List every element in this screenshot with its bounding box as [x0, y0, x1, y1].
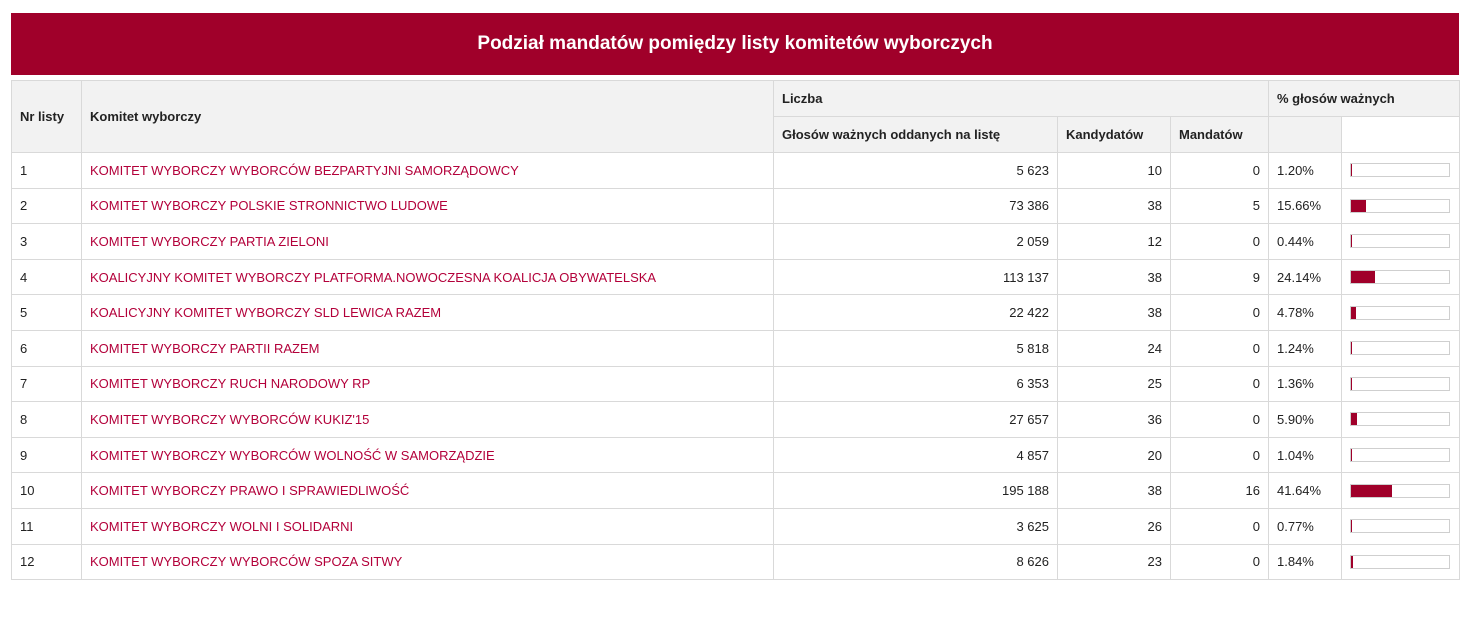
table-row: [12, 224, 1460, 260]
table-row: [12, 366, 1460, 402]
results-rows: [12, 153, 1460, 580]
committee-link[interactable]: KOMITET WYBORCZY POLSKIE STRONNICTWO LUDOWE: [82, 188, 774, 224]
votes-count: 8 626: [774, 544, 1058, 580]
list-number: 9: [12, 437, 82, 473]
percent-value: 4.78%: [1269, 295, 1342, 331]
percent-bar: [1350, 448, 1450, 462]
table-row: [12, 259, 1460, 295]
committee-link[interactable]: KOMITET WYBORCZY RUCH NARODOWY RP: [82, 366, 774, 402]
list-number: 6: [12, 330, 82, 366]
table-row: [12, 188, 1460, 224]
percent-bar: [1350, 484, 1450, 498]
list-number: 10: [12, 473, 82, 509]
mandates-count: 0: [1171, 153, 1269, 189]
percent-value: 24.14%: [1269, 259, 1342, 295]
candidates-count: 25: [1058, 366, 1171, 402]
votes-count: 2 059: [774, 224, 1058, 260]
votes-count: 3 625: [774, 508, 1058, 544]
percent-bar: [1350, 377, 1450, 391]
percent-bar-cell: [1342, 295, 1460, 331]
header-percent: % głosów ważnych: [1269, 81, 1460, 117]
header-count-group: Liczba: [774, 81, 1269, 117]
percent-bar-cell: [1342, 402, 1460, 438]
votes-count: 4 857: [774, 437, 1058, 473]
percent-bar: [1350, 199, 1450, 213]
percent-bar-fill: [1351, 307, 1356, 319]
votes-count: 6 353: [774, 366, 1058, 402]
percent-value: 1.20%: [1269, 153, 1342, 189]
votes-count: 5 623: [774, 153, 1058, 189]
table-row: [12, 473, 1460, 509]
percent-bar: [1350, 341, 1450, 355]
percent-value: 1.04%: [1269, 437, 1342, 473]
committee-link[interactable]: KOMITET WYBORCZY WYBORCÓW KUKIZ'15: [82, 402, 774, 438]
mandates-count: 0: [1171, 544, 1269, 580]
committee-link[interactable]: KOMITET WYBORCZY WYBORCÓW WOLNOŚĆ W SAMORZĄDZIE: [82, 437, 774, 473]
percent-bar-cell: [1342, 153, 1460, 189]
percent-bar-cell: [1342, 330, 1460, 366]
header-percent-bar-blank: [1342, 117, 1460, 153]
committee-link[interactable]: KOALICYJNY KOMITET WYBORCZY PLATFORMA.NOWOCZESNA KOALICJA OBYWATELSKA: [82, 259, 774, 295]
candidates-count: 38: [1058, 473, 1171, 509]
percent-bar-cell: [1342, 473, 1460, 509]
candidates-count: 20: [1058, 437, 1171, 473]
percent-value: 0.44%: [1269, 224, 1342, 260]
percent-bar-fill: [1351, 485, 1392, 497]
list-number: 4: [12, 259, 82, 295]
candidates-count: 10: [1058, 153, 1171, 189]
percent-bar-cell: [1342, 224, 1460, 260]
candidates-count: 38: [1058, 295, 1171, 331]
percent-bar-fill: [1351, 413, 1357, 425]
mandates-count: 9: [1171, 259, 1269, 295]
percent-bar: [1350, 270, 1450, 284]
list-number: 11: [12, 508, 82, 544]
percent-bar-cell: [1342, 188, 1460, 224]
percent-bar-fill: [1351, 164, 1352, 176]
table-row: [12, 402, 1460, 438]
percent-value: 1.84%: [1269, 544, 1342, 580]
percent-value: 0.77%: [1269, 508, 1342, 544]
mandates-count: 0: [1171, 366, 1269, 402]
percent-bar-fill: [1351, 200, 1366, 212]
committee-link[interactable]: KOMITET WYBORCZY WYBORCÓW BEZPARTYJNI SAMORZĄDOWCY: [82, 153, 774, 189]
header-candidates: Kandydatów: [1058, 117, 1171, 153]
committee-link[interactable]: KOMITET WYBORCZY PRAWO I SPRAWIEDLIWOŚĆ: [82, 473, 774, 509]
results-table: [11, 80, 1460, 580]
percent-bar: [1350, 412, 1450, 426]
header-votes: Głosów ważnych oddanych na listę: [774, 117, 1058, 153]
votes-count: 195 188: [774, 473, 1058, 509]
table-row: [12, 508, 1460, 544]
candidates-count: 24: [1058, 330, 1171, 366]
header-nr: Nr listy: [12, 81, 82, 153]
committee-link[interactable]: KOMITET WYBORCZY WYBORCÓW SPOZA SITWY: [82, 544, 774, 580]
list-number: 2: [12, 188, 82, 224]
votes-count: 27 657: [774, 402, 1058, 438]
committee-link[interactable]: KOALICYJNY KOMITET WYBORCZY SLD LEWICA RAZEM: [82, 295, 774, 331]
committee-link[interactable]: KOMITET WYBORCZY PARTIA ZIELONI: [82, 224, 774, 260]
list-number: 8: [12, 402, 82, 438]
committee-link[interactable]: KOMITET WYBORCZY WOLNI I SOLIDARNI: [82, 508, 774, 544]
header-percent-value-blank: [1269, 117, 1342, 153]
table-row: [12, 544, 1460, 580]
percent-bar: [1350, 519, 1450, 533]
votes-count: 113 137: [774, 259, 1058, 295]
mandates-count: 0: [1171, 402, 1269, 438]
candidates-count: 36: [1058, 402, 1171, 438]
header-committee: Komitet wyborczy: [82, 81, 774, 153]
candidates-count: 23: [1058, 544, 1171, 580]
list-number: 1: [12, 153, 82, 189]
percent-value: 1.36%: [1269, 366, 1342, 402]
candidates-count: 26: [1058, 508, 1171, 544]
percent-value: 15.66%: [1269, 188, 1342, 224]
percent-bar-cell: [1342, 259, 1460, 295]
mandates-count: 16: [1171, 473, 1269, 509]
percent-bar-fill: [1351, 342, 1352, 354]
percent-value: 5.90%: [1269, 402, 1342, 438]
list-number: 7: [12, 366, 82, 402]
list-number: 5: [12, 295, 82, 331]
mandates-count: 0: [1171, 295, 1269, 331]
percent-bar-fill: [1351, 378, 1352, 390]
committee-link[interactable]: KOMITET WYBORCZY PARTII RAZEM: [82, 330, 774, 366]
percent-bar-fill: [1351, 520, 1352, 532]
mandates-count: 0: [1171, 224, 1269, 260]
votes-count: 73 386: [774, 188, 1058, 224]
mandates-count: 0: [1171, 330, 1269, 366]
table-row: [12, 437, 1460, 473]
results-panel: [11, 13, 1459, 580]
percent-bar: [1350, 163, 1450, 177]
table-row: [12, 153, 1460, 189]
table-row: [12, 295, 1460, 331]
mandates-count: 0: [1171, 508, 1269, 544]
percent-bar-cell: [1342, 508, 1460, 544]
percent-bar-fill: [1351, 449, 1352, 461]
mandates-count: 5: [1171, 188, 1269, 224]
mandates-count: 0: [1171, 437, 1269, 473]
percent-bar-cell: [1342, 366, 1460, 402]
votes-count: 5 818: [774, 330, 1058, 366]
percent-bar: [1350, 555, 1450, 569]
percent-bar-fill: [1351, 271, 1375, 283]
list-number: 12: [12, 544, 82, 580]
page-title: Podział mandatów pomiędzy listy komitetów wyborczych: [11, 13, 1459, 75]
percent-bar: [1350, 306, 1450, 320]
percent-bar-cell: [1342, 437, 1460, 473]
candidates-count: 38: [1058, 259, 1171, 295]
percent-bar: [1350, 234, 1450, 248]
table-row: [12, 330, 1460, 366]
percent-value: 1.24%: [1269, 330, 1342, 366]
candidates-count: 12: [1058, 224, 1171, 260]
candidates-count: 38: [1058, 188, 1171, 224]
percent-bar-fill: [1351, 556, 1353, 568]
votes-count: 22 422: [774, 295, 1058, 331]
header-mandates: Mandatów: [1171, 117, 1269, 153]
percent-value: 41.64%: [1269, 473, 1342, 509]
list-number: 3: [12, 224, 82, 260]
percent-bar-cell: [1342, 544, 1460, 580]
